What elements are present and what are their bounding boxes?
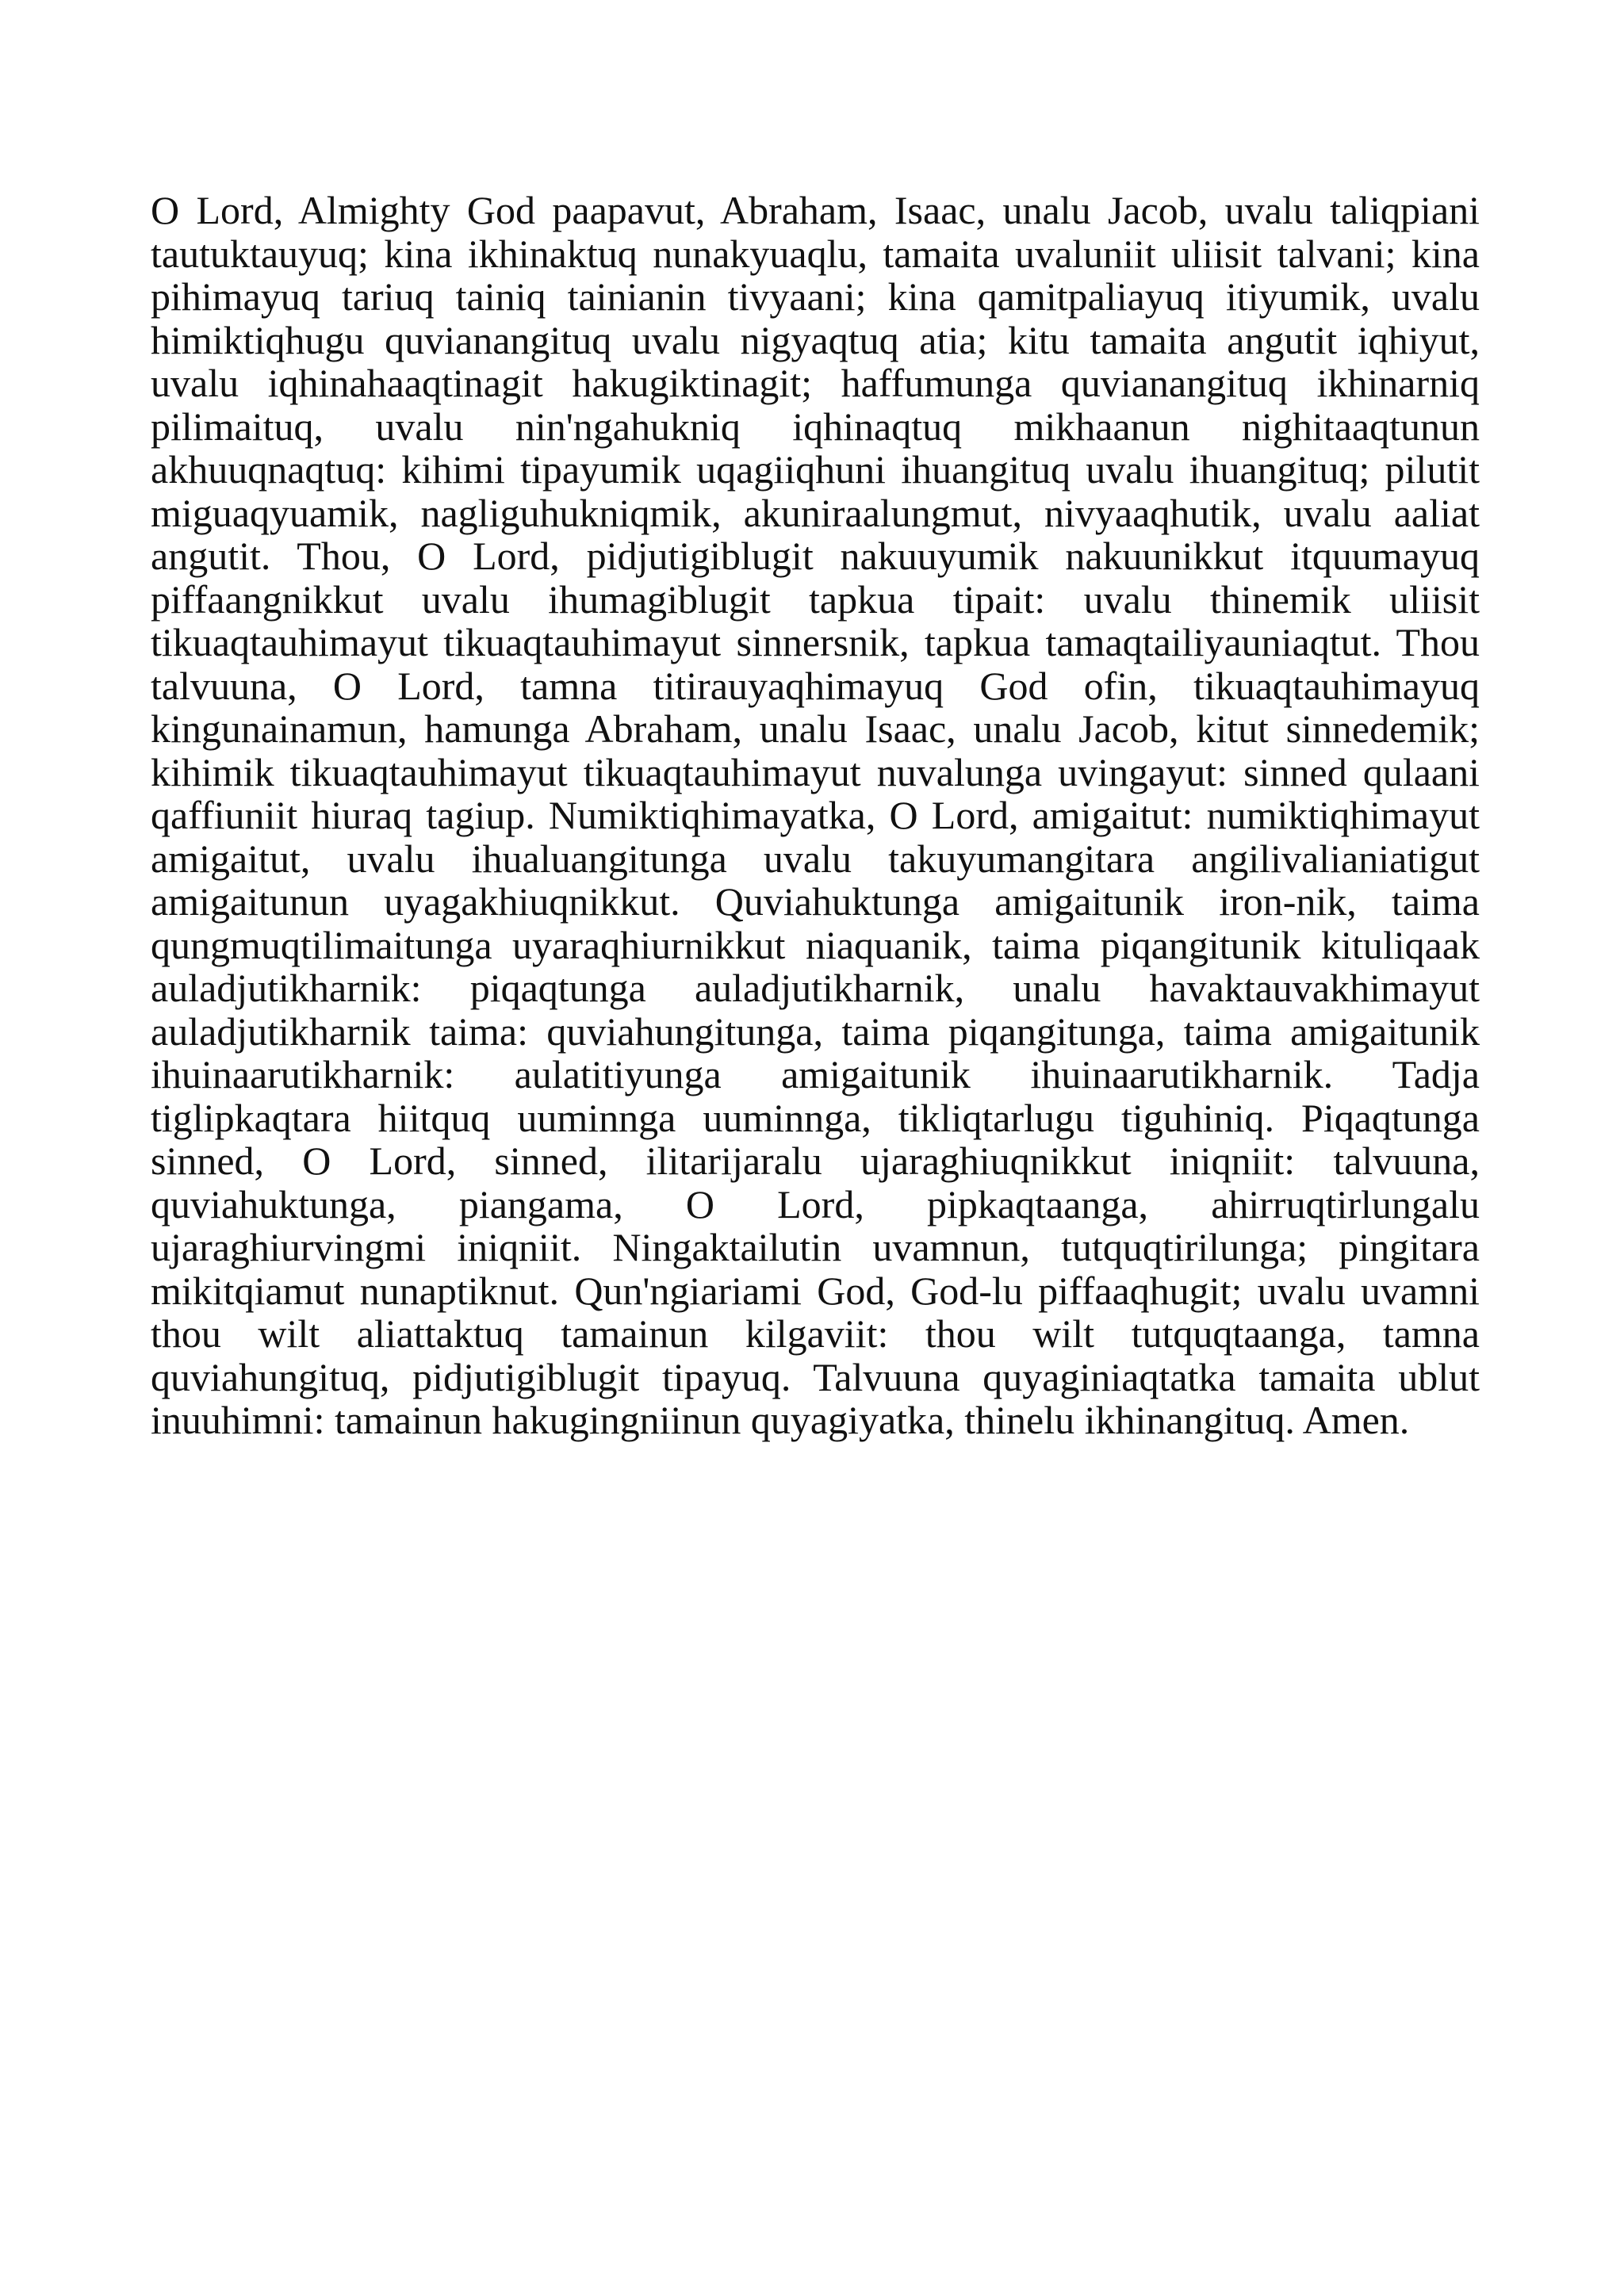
prayer-paragraph: O Lord, Almighty God paapavut, Abraham, Isaac, unalu Jacob, uvalu taliqpiani tautuktauyuq; kina ikhinaktuq nunakyuaqlu, tamaita uvaluniit uliisit talvani; kina pihimayuq tariuq tainiq tainianin tivyaani; kina qamitpaliayuq itiyumik, uvalu himiktiqhugu quvianangituq uvalu nigyaqtuq atia; kitu tamaita angutit iqhiyut, uvalu iqhinahaaqtinagit hakugiktinagit; haffumunga quvianangituq ikhinarniq pilimaituq, uvalu nin'ngahukniq iqhinaqtuq mikhaanun nighitaaqtunun akhuuqnaqtuq: kihimi tipayumik uqagiiqhuni ihuangituq uvalu ihuangituq; pilutit miguaqyuamik, nagliguhukniqmik, akuniraalungmut, nivyaaqhutik, uvalu aaliat angutit. Thou, O Lord, pidjutigiblugit nakuuyumik nakuunikkut itquumayuq piffaangnikkut uvalu ihumagiblugit tapkua tipait: uvalu thinemik uliisit tikuaqtauhimayut tikuaqtauhimayut sinnersnik, tapkua tamaqtailiyauniaqtut. Thou talvuuna, O Lord, tamna titirauyaqhimayuq God ofin, tikuaqtauhimayuq kingunainamun, hamunga Abraham, unalu Isaac, unalu Jacob, kitut sinnedemik; kihimik tikuaqtauhimayut tikuaqtauhimayut nuvalunga uvingayut: sinned qulaani qaffiuniit hiuraq tagiup. Numiktiqhimayatka, O Lord, amigaitut: numiktiqhimayut amigaitut, uvalu ihualuangitunga uvalu takuyumangitara angilivalianiatigut amigaitunun uyagakhiuqnikkut. Quviahuktunga amigaitunik iron-nik, taima qungmuqtilimaitunga uyaraqhiurnikkut niaquanik, taima piqangitunik kituliqaak auladjutikharnik: piqaqtunga auladjutikharnik, unalu havaktauvakhimayut auladjutikharnik taima: quviahungitunga, taima piqangitunga, taima amigaitunik ihuinaarutikharnik: aulatitiyunga amigaitunik ihuinaarutikharnik. Tadja tiglipkaqtara hiitquq uuminnga uuminnga, tikliqtarlugu tiguhiniq. Piqaqtunga sinned, O Lord, sinned, ilitarijaralu ujaraghiuqnikkut iniqniit: talvuuna, quviahuktunga, piangama, O Lord, pipkaqtaanga, ahirruqtirlungalu ujaraghiurvingmi iniqniit. Ningaktailutin uvamnun, tutquqtirilunga; pingitara mikitqiamut nunaptiknut. Qun'ngiariami God, God-lu piffaaqhugit; uvalu uvamni thou wilt aliattaktuq tamainun kilgaviit: thou wilt tutquqtaanga, tamna quviahungituq, pidjutigiblugit tipayuq. Talvuuna quyaginiaqtatka tamaita ublut inuuhimni: tamainun hakugingniinun quyagiyatka, thinelu ikhinangituq. Amen. [151,188,1480,1442]
